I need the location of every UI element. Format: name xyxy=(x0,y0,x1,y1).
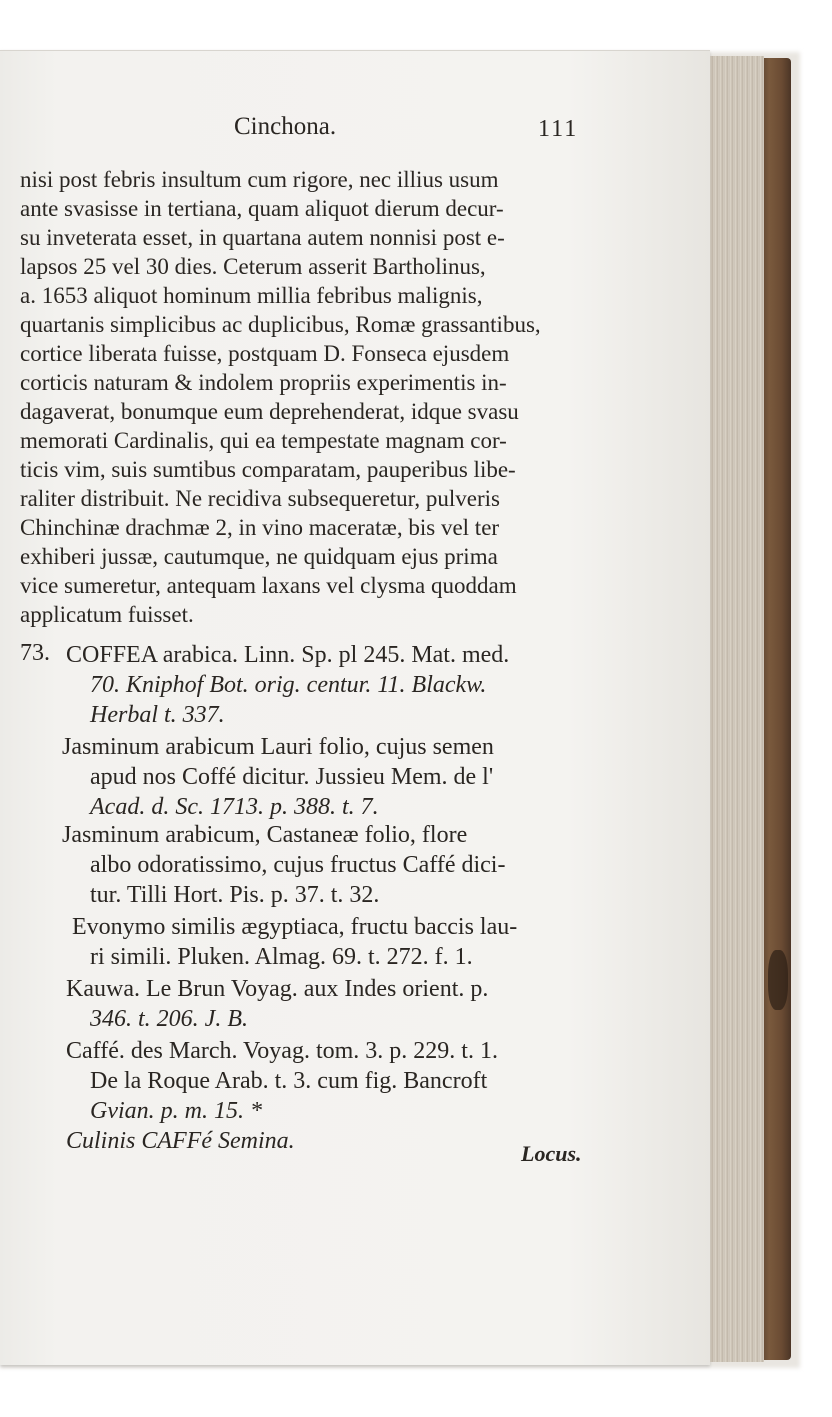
running-head-title: Cinchona. xyxy=(234,113,337,140)
body-line: raliter distribuit. Ne recidiva subsequeretur, pulveris xyxy=(20,486,501,511)
body-line: memorati Cardinalis, qui ea tempestate magnam cor- xyxy=(20,428,507,453)
body-line: exhiberi jussæ, cautumque, ne quidquam ejus prima xyxy=(20,544,498,569)
synonym-line: apud nos Coffé dicitur. Jussieu Mem. de l' xyxy=(90,764,494,790)
synonym-line: Gvian. p. m. 15. * xyxy=(90,1098,262,1124)
entry-heading-line: COFFEA arabica. Linn. Sp. pl 245. Mat. med. xyxy=(66,642,510,668)
body-line: nisi post febris insultum cum rigore, nec illius usum xyxy=(20,167,499,192)
synonym-line: ri simili. Pluken. Almag. 69. t. 272. f. 1. xyxy=(90,944,473,970)
synonym-line: Caffé. des March. Voyag. tom. 3. p. 229. t. 1. xyxy=(66,1038,498,1064)
synonym-line: albo odoratissimo, cujus fructus Caffé dici- xyxy=(90,852,506,878)
body-line: corticis naturam & indolem propriis experimentis in- xyxy=(20,370,507,395)
body-line: quartanis simplicibus ac duplicibus, Romæ grassantibus, xyxy=(20,312,541,337)
entry-number: 73. xyxy=(20,640,50,666)
catchword: Locus. xyxy=(521,1141,582,1166)
synonym-line: 346. t. 206. J. B. xyxy=(90,1006,248,1032)
body-line: a. 1653 aliquot hominum millia febribus malignis, xyxy=(20,283,483,308)
body-line: cortice liberata fuisse, postquam D. Fonseca ejusdem xyxy=(20,341,510,366)
synonym-line: Jasminum arabicum Lauri folio, cujus semen xyxy=(62,734,494,760)
body-line: su inveterata esset, in quartana autem nonnisi post e- xyxy=(20,225,505,250)
synonym-line: tur. Tilli Hort. Pis. p. 37. t. 32. xyxy=(90,882,380,908)
entry-heading-line: Herbal t. 337. xyxy=(90,702,225,728)
body-line: dagaverat, bonumque eum deprehenderat, idque svasu xyxy=(20,399,519,424)
cover-wear-mark xyxy=(768,950,788,1010)
book-cover-spine-edge xyxy=(760,58,791,1360)
synonym-line: Kauwa. Le Brun Voyag. aux Indes orient. p. xyxy=(66,976,489,1002)
page-number: 111 xyxy=(538,116,579,142)
body-line: vice sumeretur, antequam laxans vel clysma quoddam xyxy=(20,573,517,598)
synonym-line: Acad. d. Sc. 1713. p. 388. t. 7. xyxy=(90,794,379,820)
synonym-line: De la Roque Arab. t. 3. cum fig. Bancroft xyxy=(90,1068,488,1094)
entry-heading-line: 70. Kniphof Bot. orig. centur. 11. Blackw. xyxy=(90,672,487,698)
body-line: ticis vim, suis sumtibus comparatam, pauperibus libe- xyxy=(20,457,516,482)
body-line: ante svasisse in tertiana, quam aliquot dierum decur- xyxy=(20,196,504,221)
synonym-line: Evonymo similis ægyptiaca, fructu baccis lau- xyxy=(72,914,518,940)
synonym-line: Jasminum arabicum, Castaneæ folio, flore xyxy=(62,822,468,848)
body-line: Chinchinæ drachmæ 2, in vino maceratæ, bis vel ter xyxy=(20,515,500,540)
body-line: lapsos 25 vel 30 dies. Ceterum asserit Bartholinus, xyxy=(20,254,486,279)
synonym-line: Culinis CAFFé Semina. xyxy=(66,1128,295,1154)
page-fore-edge xyxy=(703,56,764,1362)
body-line: applicatum fuisset. xyxy=(20,602,194,627)
